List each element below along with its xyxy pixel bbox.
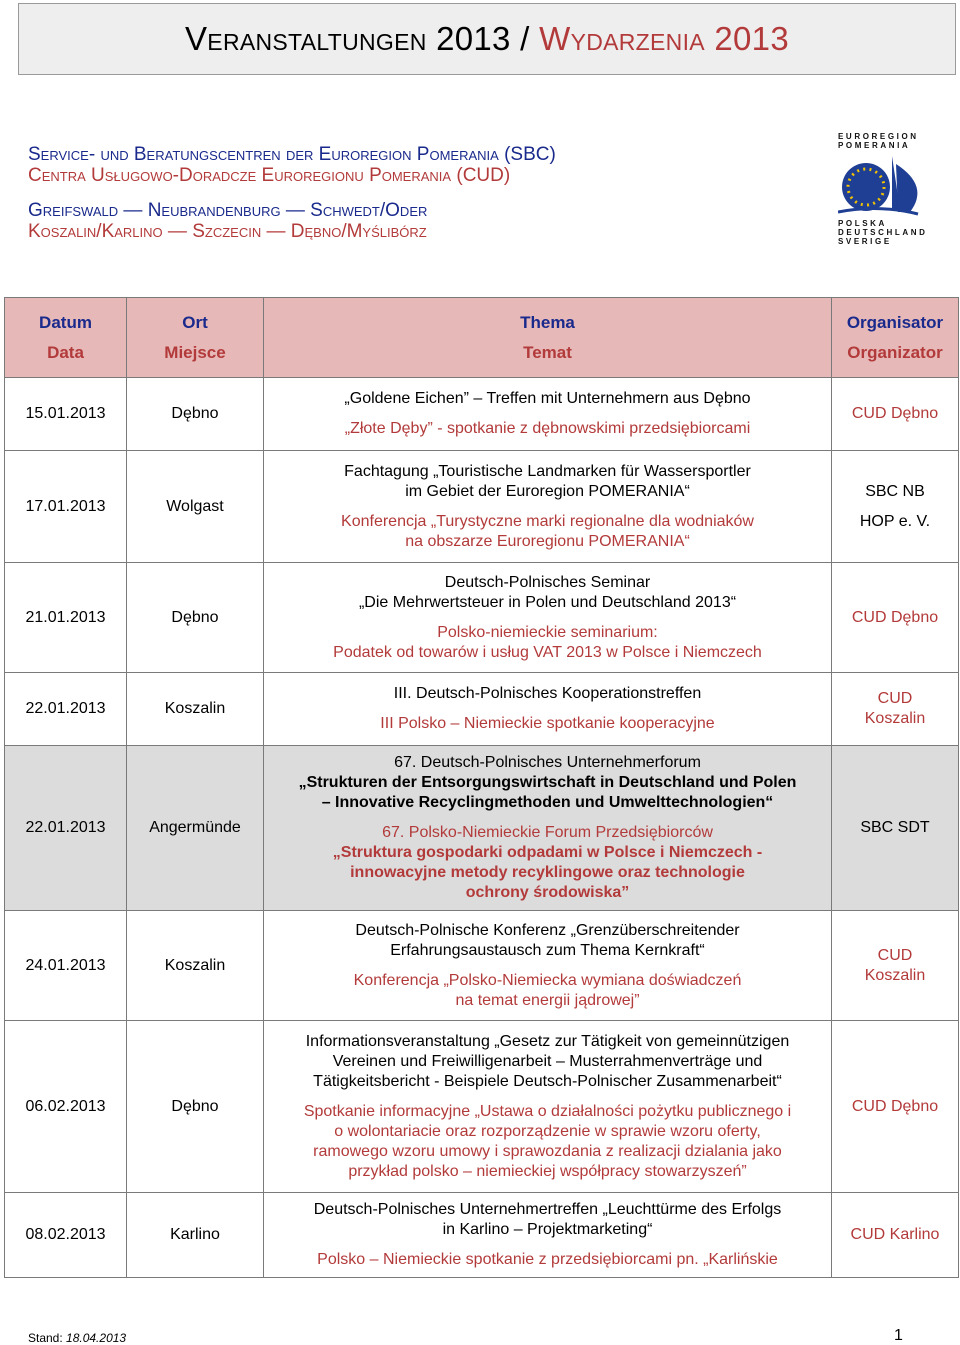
topic-pl: Polsko – Niemieckie spotkanie z przedsiębiorcami pn. „Karlińskie — [317, 1251, 778, 1268]
logo-emblem — [838, 154, 933, 216]
title-separator: / — [510, 20, 540, 57]
table-row — [5, 673, 959, 746]
topic-de-bold: „Strukturen der Entsorgungswirtschaft in Deutschland und Polen — [298, 774, 797, 791]
organizer-line: Koszalin — [864, 966, 926, 984]
cell-place: Wolgast — [127, 451, 264, 563]
col-header-date-de: Datum — [39, 312, 92, 332]
logo-text-euroregion: EUROREGION — [838, 132, 919, 141]
topic-de: „Die Mehrwertsteuer in Polen und Deutschland 2013“ — [358, 593, 737, 611]
cell-place: Angermünde — [127, 746, 264, 911]
cell-topic — [264, 451, 832, 563]
cell-organizer — [832, 673, 959, 746]
cell-organizer: CUD Karlino — [832, 1193, 959, 1278]
topic-de: Informationsveranstaltung „Gesetz zur Tätigkeit von gemeinnützigen — [305, 1032, 790, 1050]
stand-date: 18.04.2013 — [66, 1331, 127, 1345]
table-row — [5, 746, 959, 911]
logo-text-deutschland: DEUTSCHLAND — [838, 228, 928, 237]
header-line-cities-pl: Koszalin/Karlino — Szczecin — Dębno/Myślibórz — [28, 221, 427, 242]
cell-place: Karlino — [127, 1193, 264, 1278]
topic-pl: na obszarze Euroregionu POMERANIA“ — [405, 532, 690, 550]
cell-date: 21.01.2013 — [5, 563, 127, 673]
cell-date: 15.01.2013 — [5, 378, 127, 451]
footer-stand — [28, 1331, 126, 1345]
page-number: 1 — [894, 1327, 903, 1344]
topic-pl: 67. Polsko-Niemieckie Forum Przedsiębiorców — [382, 824, 713, 841]
topic-pl-bold: innowacyjne metody recyklingowe oraz technologie — [350, 864, 745, 881]
cell-place: Koszalin — [127, 673, 264, 746]
topic-pl: Spotkanie informacyjne „Ustawa o działalności pożytku publicznego i — [303, 1102, 792, 1120]
col-header-place-de: Ort — [182, 312, 208, 332]
table-header-row — [5, 298, 959, 378]
cell-topic — [264, 673, 832, 746]
topic-de: Erfahrungsaustausch zum Thema Kernkraft“ — [390, 941, 705, 959]
topic-pl: Konferencja „Polsko-Niemiecka wymiana doświadczeń — [353, 971, 742, 989]
header-line-cities-de: Greifswald — Neubrandenburg — Schwedt/Oder — [28, 200, 428, 221]
logo-text-sverige: SVERIGE — [838, 237, 892, 246]
col-header-place — [127, 298, 264, 378]
topic-de: Vereinen und Freiwilligenarbeit – Musterrahmenverträge und — [332, 1052, 763, 1070]
cell-topic — [264, 911, 832, 1021]
col-header-date — [5, 298, 127, 378]
title-de: Veranstaltungen 2013 — [185, 20, 511, 57]
logo-text-polska: POLSKA — [838, 219, 887, 228]
table-row — [5, 911, 959, 1021]
topic-pl-bold: „Struktura gospodarki odpadami w Polsce i Niemczech - — [332, 844, 763, 861]
header-block — [28, 144, 808, 242]
organizer-line: SBC NB — [865, 482, 925, 500]
cell-date: 06.02.2013 — [5, 1021, 127, 1193]
topic-de: im Gebiet der Euroregion POMERANIA“ — [405, 482, 690, 500]
topic-pl: ramowego wzoru umowy i sprawozdania z realizacji dzialania jako — [313, 1142, 782, 1160]
cell-date: 22.01.2013 — [5, 746, 127, 911]
topic-pl: przykład polsko – niemieckiej współpracy stowarzyszeń” — [348, 1162, 747, 1180]
cell-organizer: CUD Dębno — [832, 563, 959, 673]
cell-place: Dębno — [127, 563, 264, 673]
col-header-org-pl: Organizator — [847, 342, 943, 362]
topic-de-bold: – Innovative Recyclingmethoden und Umwelttechnologien“ — [321, 794, 774, 811]
cell-place: Dębno — [127, 1021, 264, 1193]
stand-label: Stand: — [28, 1331, 67, 1345]
cell-place: Dębno — [127, 378, 264, 451]
cell-date: 22.01.2013 — [5, 673, 127, 746]
topic-de: Deutsch-Polnisches Seminar — [444, 573, 651, 591]
topic-de: Deutsch-Polnisches Unternehmertreffen „Leuchttürme des Erfolgs — [313, 1201, 782, 1218]
events-table — [4, 297, 959, 1278]
topic-de: Tätigkeitsbericht - Beispiele Deutsch-Polnischer Zusammenarbeit“ — [313, 1072, 782, 1090]
col-header-topic-pl: Temat — [523, 342, 572, 362]
cell-organizer: SBC SDT — [832, 746, 959, 911]
col-header-organizer — [832, 298, 959, 378]
title-box — [18, 3, 956, 75]
cell-organizer — [832, 911, 959, 1021]
col-header-topic — [264, 298, 832, 378]
topic-pl: o wolontariacie oraz rozporządzenie w sprawie wzoru oferty, — [334, 1122, 761, 1140]
organizer-line: CUD — [877, 690, 913, 707]
topic-de: III. Deutsch-Polnisches Kooperationstreffen — [393, 685, 702, 702]
topic-pl: na temat energii jądrowej” — [455, 991, 640, 1009]
cell-topic — [264, 378, 832, 451]
topic-pl: Polsko-niemieckie seminarium: — [437, 623, 658, 641]
euroregion-logo — [838, 132, 938, 262]
col-header-date-pl: Data — [47, 342, 84, 362]
topic-de: Deutsch-Polnische Konferenz „Grenzüberschreitender — [355, 921, 740, 939]
col-header-org-de: Organisator — [846, 312, 944, 332]
col-header-place-pl: Miejsce — [164, 342, 226, 362]
table-row — [5, 1193, 959, 1278]
organizer-line: Koszalin — [864, 710, 926, 727]
header-line-cud: Centra Usługowo-Doradcze Euroregionu Pomerania (CUD) — [28, 165, 511, 186]
topic-de: „Goldene Eichen” – Treffen mit Unternehmern aus Dębno — [344, 390, 751, 407]
topic-pl-bold: ochrony środowiska” — [465, 884, 630, 901]
table-row — [5, 563, 959, 673]
table-row — [5, 451, 959, 563]
topic-pl: III Polsko – Niemieckie spotkanie kooperacyjne — [380, 715, 715, 732]
page-title — [185, 20, 789, 58]
title-pl: Wydarzenia 2013 — [539, 20, 789, 57]
table-row — [5, 378, 959, 451]
cell-organizer: CUD Dębno — [832, 1021, 959, 1193]
topic-de: 67. Deutsch-Polnisches Unternehmerforum — [394, 754, 701, 771]
topic-de: Fachtagung „Touristische Landmarken für Wassersportler — [344, 462, 751, 480]
topic-pl: „Złote Dęby” - spotkanie z dębnowskimi przedsiębiorcami — [344, 420, 751, 437]
header-line-sbc: Service- und Beratungscentren der Euroregion Pomerania (SBC) — [28, 144, 556, 165]
col-header-topic-de: Thema — [520, 312, 575, 332]
logo-text-pomerania: POMERANIA — [838, 141, 911, 150]
topic-de: in Karlino – Projektmarketing“ — [442, 1221, 653, 1238]
topic-pl: Podatek od towarów i usług VAT 2013 w Polsce i Niemczech — [333, 643, 762, 661]
organizer-line: HOP e. V. — [859, 512, 931, 530]
organizer-line: CUD — [877, 946, 913, 964]
topic-pl: Konferencja „Turystyczne marki regionalne dla wodniaków — [341, 512, 754, 530]
cell-organizer — [832, 451, 959, 563]
cell-organizer: CUD Dębno — [832, 378, 959, 451]
cell-topic — [264, 746, 832, 911]
cell-date: 08.02.2013 — [5, 1193, 127, 1278]
cell-topic — [264, 563, 832, 673]
cell-topic — [264, 1021, 832, 1193]
cell-date: 17.01.2013 — [5, 451, 127, 563]
cell-place: Koszalin — [127, 911, 264, 1021]
cell-date: 24.01.2013 — [5, 911, 127, 1021]
cell-topic — [264, 1193, 832, 1278]
table-row — [5, 1021, 959, 1193]
